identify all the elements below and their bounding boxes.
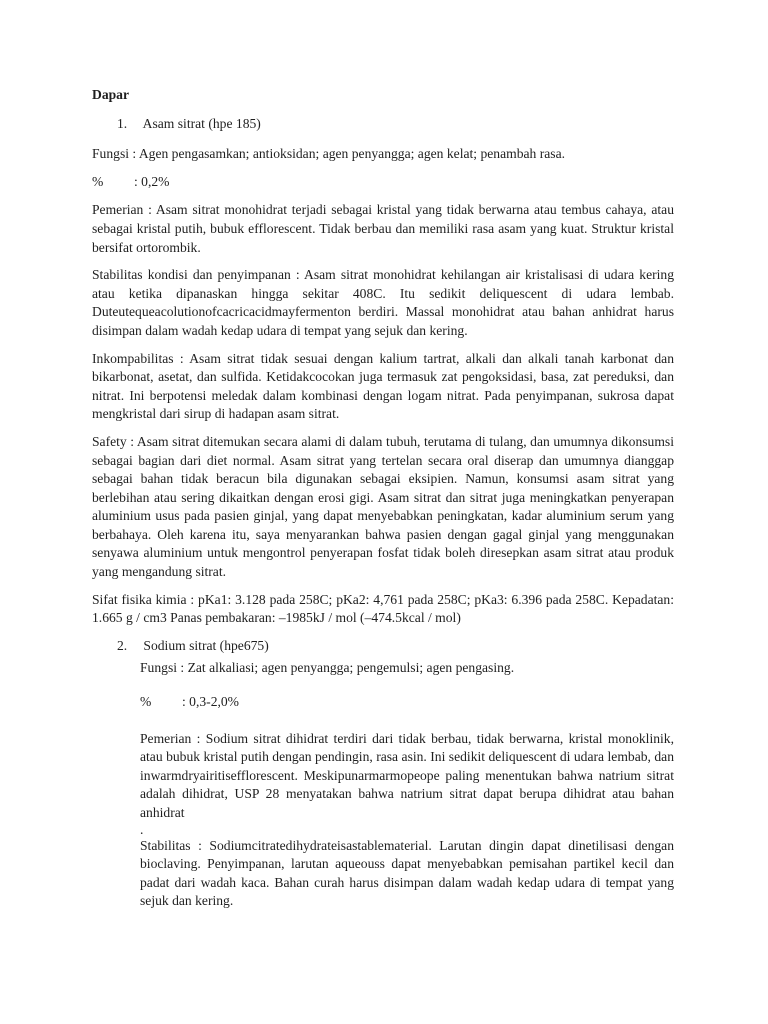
item-1-sifat: Sifat fisika kimia : pKa1: 3.128 pada 258C; pKa2: 4,761 pada 258C; pKa3: 6.396 pada 258C. Kepadatan: 1.665 g / cm3 Panas pembakaran: –1985kJ / mol (–474.5kcal / mol)	[92, 591, 674, 626]
item-2-percentage	[140, 693, 674, 712]
item-2-number: 2.	[117, 637, 128, 653]
item-1-safety: Safety : Asam sitrat ditemukan secara alami di dalam tubuh, terutama di tulang, dan umumnya dikonsumsi sebagai bagian dari diet normal. Asam sitrat yang tertelan secara oral diserap dan umumnya dianggap sebagai bahan tidak beracun bila digunakan sebagai eksipien. Namun, konsumsi asam sitrat yang berlebihan atau sering dikaitkan dengan erosi gigi. Asam sitrat dan sitrat juga meningkatkan penyerapan aluminium usus pada pasien ginjal, yang dapat menyebabkan peningkatan, kadar aluminium serum yang berbahaya. Oleh karena itu, saya menyarankan bahwa pasien dengan gagal ginjal yang menggunakan senyawa aluminium untuk mengontrol penyerapan fosfat tidak boleh diresepkan asam sitrat atau produk yang mengandung sitrat.	[92, 433, 674, 580]
item-2-dot: .	[140, 821, 144, 837]
item-1-number: 1.	[117, 115, 128, 131]
item-1-inkompabilitas: Inkompabilitas : Asam sitrat tidak sesuai dengan kalium tartrat, alkali dan alkali tanah karbonat dan bikarbonat, asetat, dan sulfida. Ketidakcocokan juga termasuk zat pengoksidasi, basa, zat pereduksi, dan nitrat. Ini berpotensi meledak dalam kombinasi dengan logam nitrat. Pada penyimpanan, sukrosa dapat mengkristal dari sirup di hadapan asam sitrat.	[92, 350, 674, 422]
item-1-fungsi: Fungsi : Agen pengasamkan; antioksidan; agen penyangga; agen kelat; penambah rasa.	[92, 146, 565, 162]
document-heading: Dapar	[92, 87, 130, 102]
item-2-percentage-value: : 0,3-2,0%	[182, 694, 240, 710]
item-1-pemerian: Pemerian : Asam sitrat monohidrat terjadi sebagai kristal yang tidak berwarna atau tembus cahaya, atau sebagai kristal putih, bubuk efflorescent. Tidak berbau dan memiliki rasa asam yang kuat. Struktur kristal bersifat ortorombik.	[92, 202, 674, 255]
item-2-block	[92, 637, 674, 911]
item-1-heading	[92, 115, 674, 134]
item-1-stabilitas: Stabilitas kondisi dan penyimpanan : Asam sitrat monohidrat kehilangan air kristalisasi di udara kering atau ketika dipanaskan hingga sekitar 408C. Itu sedikit deliquescent di udara lembab. Duteutequeacolutionofcacricacidmayfermenton berdiri. Massal monohidrat atau bahan anhidrat harus disimpan dalam wadah kedap udara di tempat yang sejuk dan kering.	[92, 267, 674, 338]
item-2-stabilitas: Stabilitas : Sodiumcitratedihydrateisastablematerial. Larutan dingin dapat dinetilisasi dengan bioclaving. Penyimpanan, larutan aqueouss dapat menyebabkan pemisahan partikel kecil dan padat dari wadah kaca. Bahan curah harus disimpan dalam wadah kedap udara di tempat yang sejuk dan kering.	[140, 837, 674, 909]
item-2-fungsi: Fungsi : Zat alkaliasi; agen penyangga; pengemulsi; agen pengasing.	[140, 660, 515, 676]
item-1-percentage-value: : 0,2%	[134, 173, 170, 189]
item-2-percentage-label: %	[140, 694, 152, 710]
item-1-title: Asam sitrat (hpe 185)	[142, 115, 261, 131]
item-2-title: Sodium sitrat (hpe675)	[143, 637, 269, 653]
item-1-percentage	[92, 173, 674, 192]
item-1-percentage-label: %	[92, 173, 104, 189]
item-2-pemerian: Pemerian : Sodium sitrat dihidrat terdiri dari tidak berbau, tidak berwarna, kristal monoklinik, atau bubuk kristal putih dengan pendingin, rasa asin. Ini sedikit deliquescent di udara lembab, dan inwarmdryairitisefflorescent. Meskipunarmarmopeope paling menentukan bahwa natrium sitrat adalah dihidrat, USP 28 menyatakan bahwa natrium sitrat dapat berupa dihidrat atau bahan anhidrat	[140, 730, 674, 820]
item-2-heading	[117, 637, 674, 656]
